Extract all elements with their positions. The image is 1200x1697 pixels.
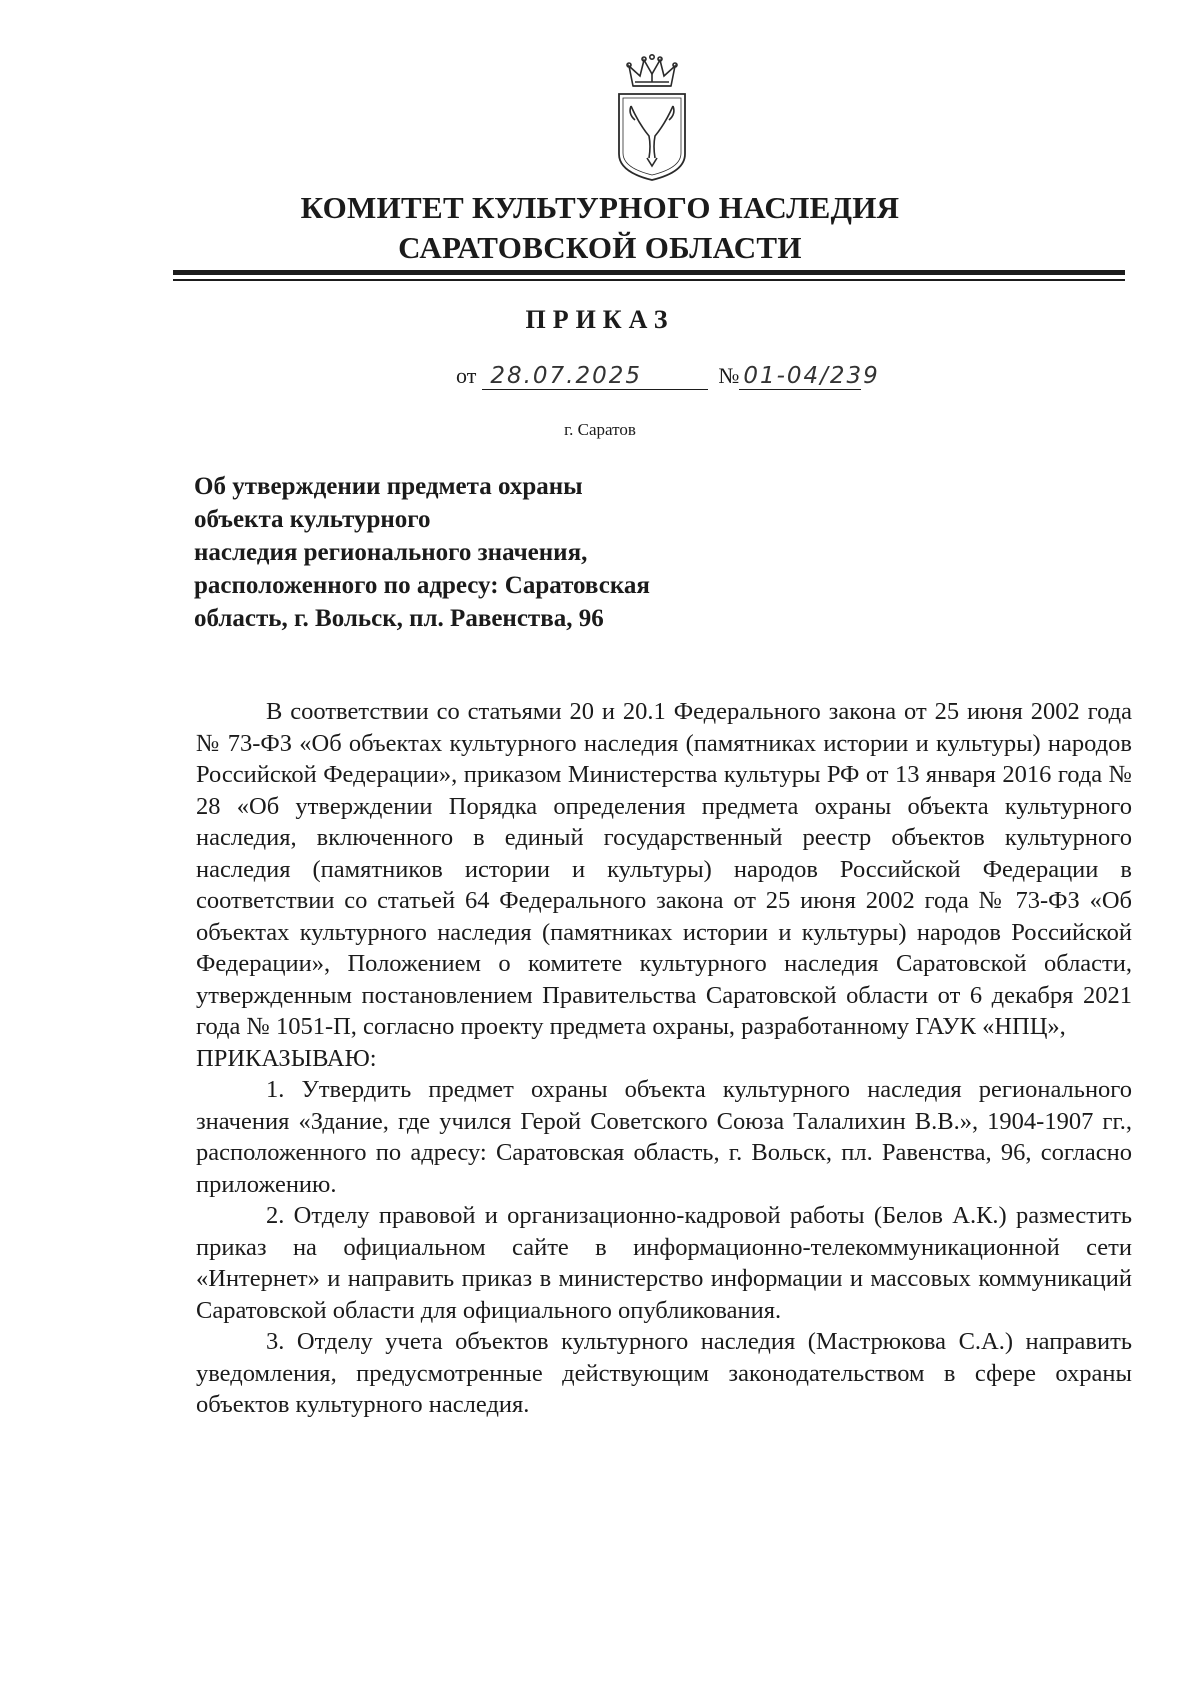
city-label: г. Саратов bbox=[564, 420, 636, 439]
number-label: № bbox=[718, 363, 740, 388]
subject-block bbox=[194, 470, 650, 635]
order-item: 1. Утвердить предмет охраны объекта культурного наследия регионального значения «Здание, где учился Герой Советского Союза Талалихин В.В.», 1904-1907 гг., расположенного по адресу: Саратовская область, г. Вольск, пл. Равенства, 96, согласно приложению. bbox=[196, 1076, 1132, 1198]
preamble-paragraph: В соответствии со статьями 20 и 20.1 Федерального закона от 25 июня 2002 года № 73-ФЗ «Об объектах культурного наследия (памятниках истории и культуры) народов Российской Федерации», приказом Министерства культуры РФ от 13 января 2016 года № 28 «Об утверждении Порядка определения предмета охраны объекта культурного наследия, включенного в единый государственный реестр объектов культурного наследия (памятников истории и культуры) народов Российской Федерации в соответствии со статьей 64 Федерального закона от 25 июня 2002 года № 73-ФЗ «Об объектах культурного наследия (памятниках истории и культуры) народов Российской Федерации», Положением о комитете культурного наследия Саратовской области, утвержденным постановлением Правительства Саратовской области от 6 декабря 2021 года № 1051-П, согласно проекту предмета охраны, разработанному ГАУК «НПЦ», bbox=[196, 698, 1132, 1040]
order-word: ПРИКАЗЫВАЮ: bbox=[196, 1044, 377, 1072]
order-item: 2. Отделу правовой и организационно-кадровой работы (Белов А.К.) разместить приказ на официальном сайте в информационно-телекоммуникационной сети «Интернет» и направить приказ в министерство информации и массовых коммуникаций Саратовской области для официального опубликования. bbox=[196, 1202, 1132, 1324]
subject-line: Об утверждении предмета охраны bbox=[194, 473, 583, 500]
saratov-coat-of-arms-icon bbox=[611, 54, 693, 184]
header-rule-thin bbox=[173, 279, 1125, 281]
order-body bbox=[196, 696, 1132, 1421]
order-item: 3. Отделу учета объектов культурного наследия (Мастрюкова С.А.) направить уведомления, предусмотренные действующим законодательством в сфере охраны объектов культурного наследия. bbox=[196, 1328, 1132, 1418]
committee-name-line-1: КОМИТЕТ КУЛЬТУРНОГО НАСЛЕДИЯ bbox=[300, 190, 900, 225]
handwritten-date: 28.07.2025 bbox=[482, 363, 708, 390]
subject-line: объекта культурного bbox=[194, 506, 431, 533]
header-rule-thick bbox=[173, 270, 1125, 275]
from-label: от bbox=[456, 363, 477, 388]
handwritten-number: 01-04/239 bbox=[739, 363, 861, 390]
subject-line: область, г. Вольск, пл. Равенства, 96 bbox=[194, 605, 604, 632]
subject-line: наследия регионального значения, bbox=[194, 539, 588, 566]
subject-line: расположенного по адресу: Саратовская bbox=[194, 572, 650, 599]
document-type-title: ПРИКАЗ bbox=[525, 305, 675, 334]
committee-name-line-2: САРАТОВСКОЙ ОБЛАСТИ bbox=[398, 230, 802, 265]
date-number-line bbox=[456, 363, 880, 390]
